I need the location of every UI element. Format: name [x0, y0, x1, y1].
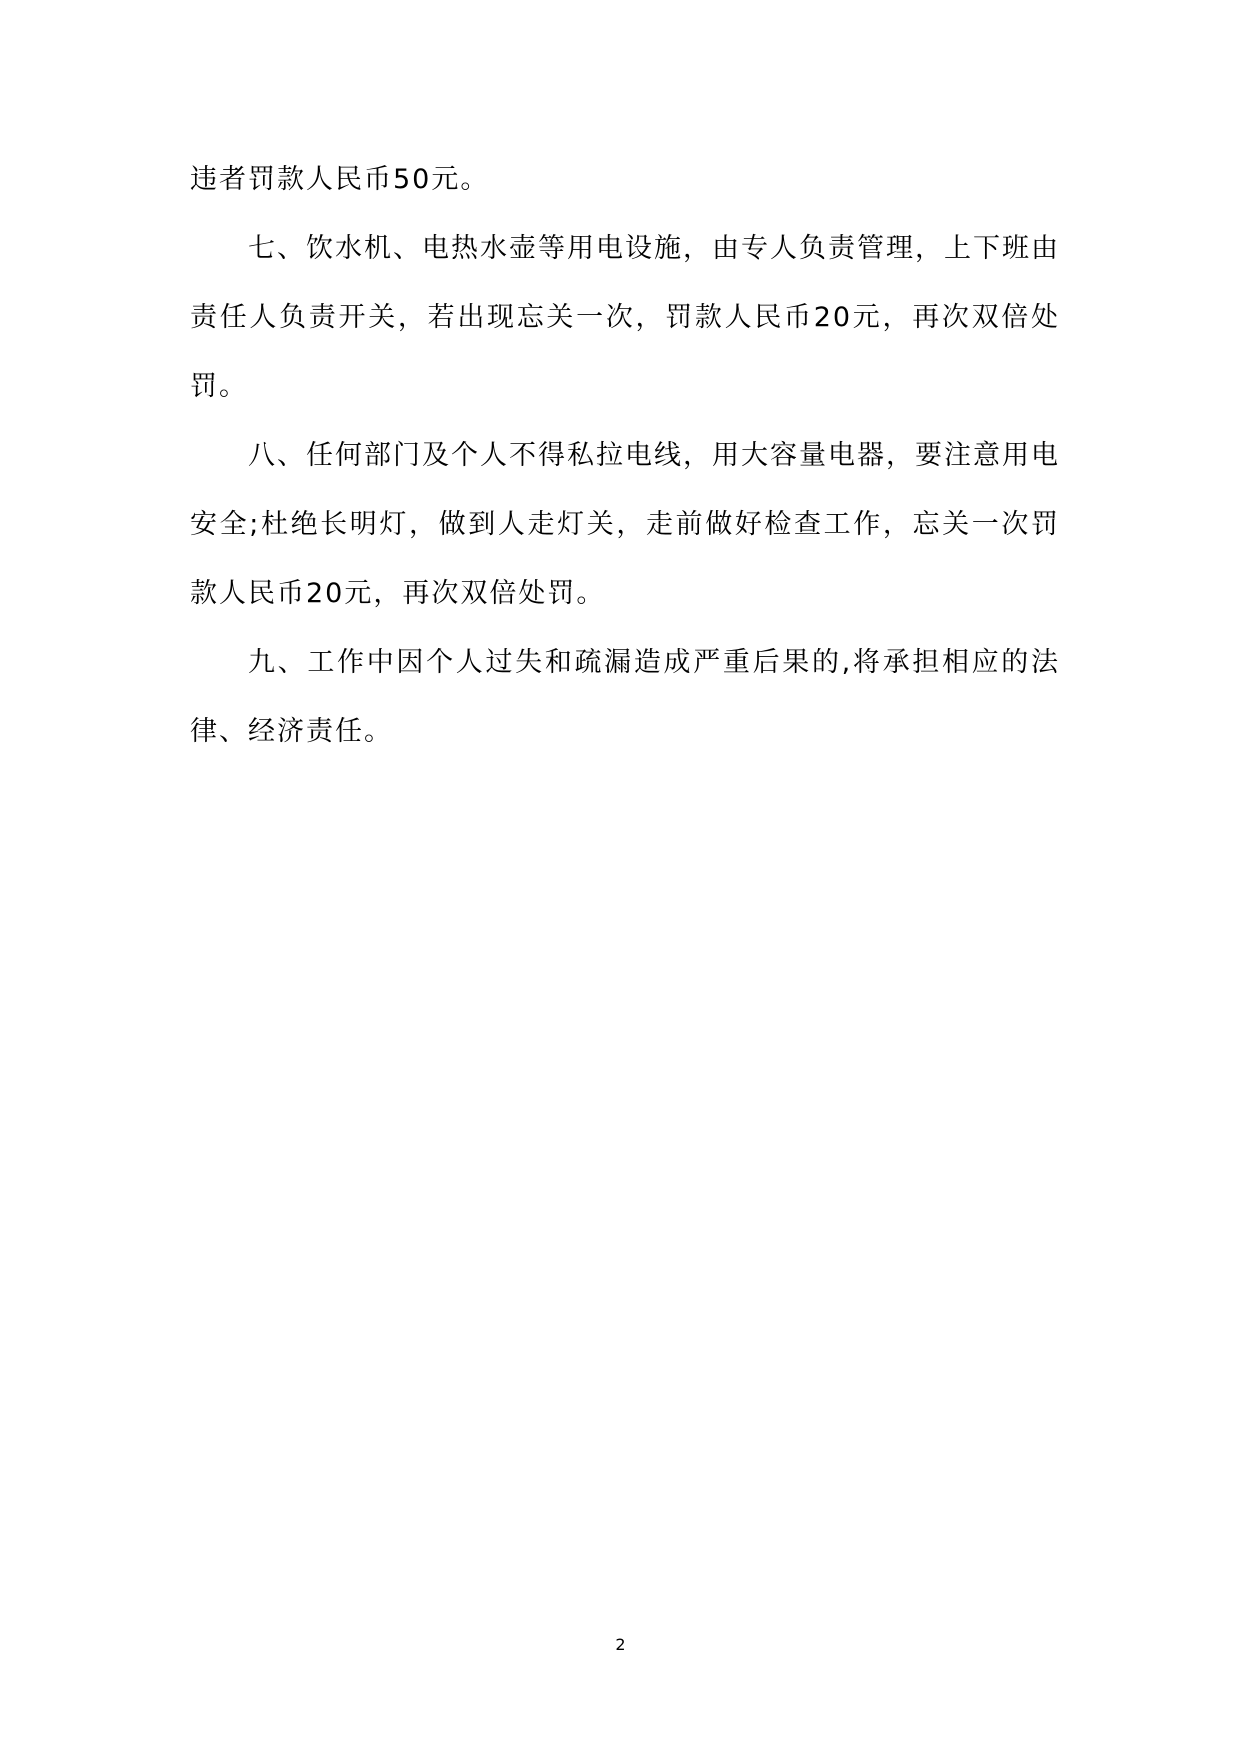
- paragraph-continuation: 违者罚款人民币50元。: [190, 164, 490, 195]
- paragraph-item-8: 八、任何部门及个人不得私拉电线，用大容量电器，要注意用电安全;杜绝长明灯，做到人走灯关，走前做好检查工作，忘关一次罚款人民币20元，再次双倍处罚。: [190, 440, 1060, 609]
- document-body: [190, 145, 1060, 766]
- page-number: 2: [615, 1635, 626, 1654]
- paragraph-item-9: 九、工作中因个人过失和疏漏造成严重后果的,将承担相应的法律、经济责任。: [190, 647, 1060, 747]
- paragraph-item-7: 七、饮水机、电热水壶等用电设施，由专人负责管理，上下班由责任人负责开关，若出现忘关一次，罚款人民币20元，再次双倍处罚。: [190, 233, 1060, 402]
